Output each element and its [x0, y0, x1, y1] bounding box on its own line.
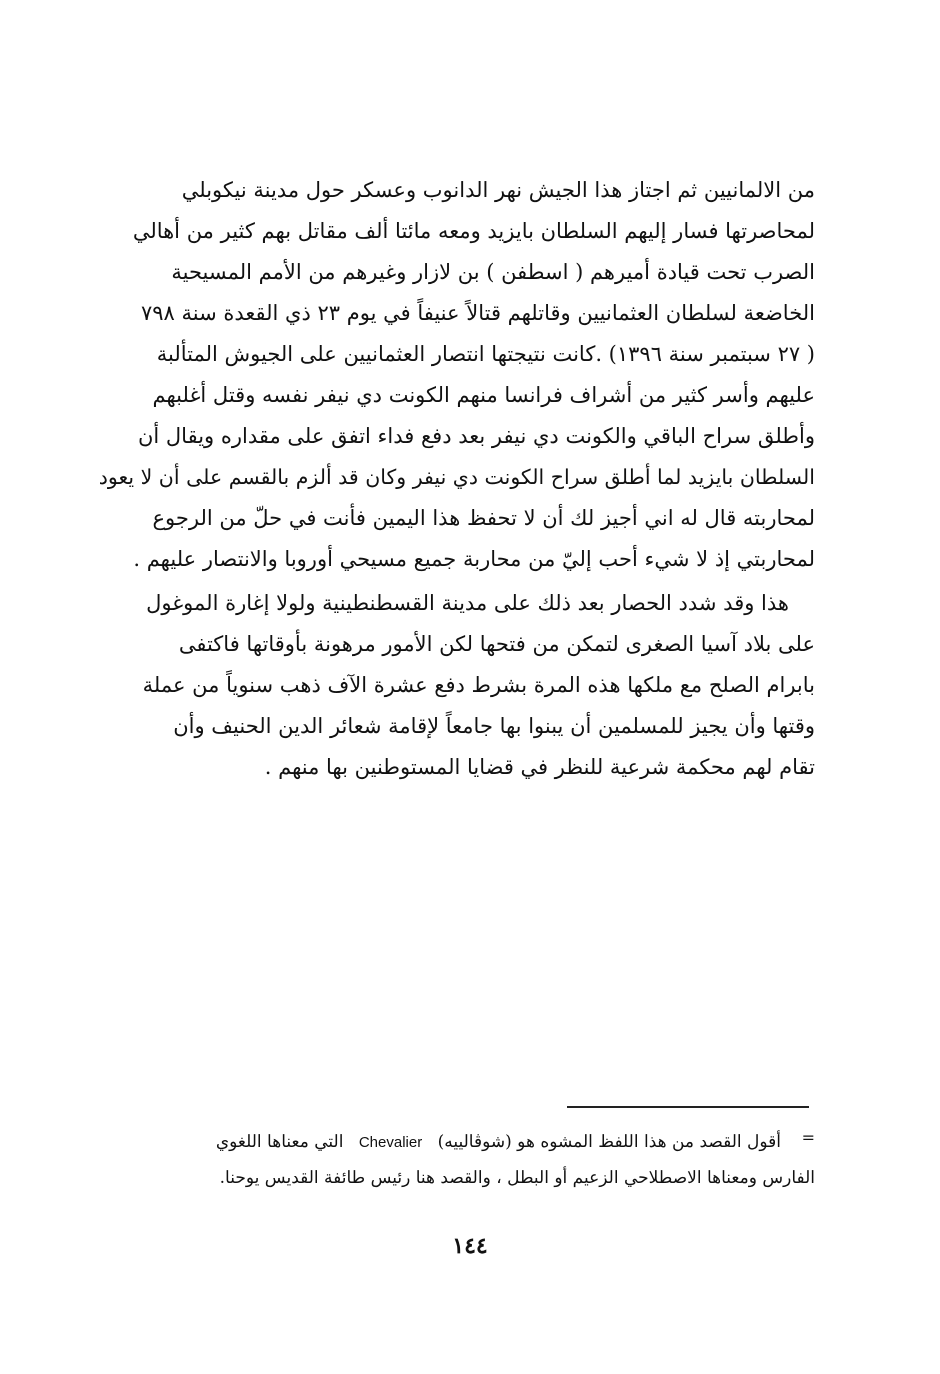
page-number: ١٤٤	[452, 1233, 488, 1259]
footnote-line	[100, 1124, 815, 1160]
footnote-latin-term: Chevalier	[358, 1134, 423, 1151]
text-line: وقتها وأن يجيز للمسلمين أن يبنوا بها جامعاً لإقامة شعائر الدين الحنيف وأن	[173, 714, 815, 738]
text-line: لمحاربته قال له اني أجيز لك أن لا تحفظ هذا اليمين فأنت في حلّ من الرجوع	[152, 506, 815, 530]
footnote-separator	[567, 1106, 809, 1108]
text-line: على بلاد آسيا الصغرى لتمكن من فتحها لكن الأمور مرهونة بأوقاتها فاكتفى	[178, 632, 815, 656]
text-line: السلطان بايزيد لما أطلق سراح الكونت دي نيفر وكان قد ألزم بالقسم على أن لا يعود	[98, 465, 815, 489]
footnote-text: التي معناها اللغوي	[215, 1132, 344, 1152]
footnote-text: أقول القصد من هذا اللفظ المشوه هو (شوڤالييه)	[437, 1132, 781, 1152]
text-line: لمحاصرتها فسار إليهم السلطان بايزيد ومعه مائتا ألف مقاتل بهم كثير من أهالي	[132, 219, 815, 243]
text-line: لمحاربتي إذ لا شيء أحب إليّ من محاربة جميع مسيحي أوروبا والانتصار عليهم .	[133, 547, 815, 571]
paragraph-2	[95, 583, 815, 788]
footnote-line: الفارس ومعناها الاصطلاحي الزعيم أو البطل ، والقصد هنا رئيس طائفة القديس يوحنا.	[219, 1168, 815, 1188]
text-line: هذا وقد شدد الحصار بعد ذلك على مدينة القسطنطينية ولولا إغارة الموغول	[146, 591, 789, 615]
footnote	[100, 1124, 815, 1196]
text-line: وأطلق سراح الباقي والكونت دي نيفر بعد دفع فداء اتفق على مقداره ويقال أن	[137, 424, 815, 448]
text-line: تقام لهم محكمة شرعية للنظر في قضايا المستوطنين بها منهم .	[264, 755, 815, 779]
text-line: عليهم وأسر كثير من أشراف فرانسا منهم الكونت دي نيفر نفسه وقتل أغلبهم	[152, 383, 815, 407]
text-line: ( ٢٧ سبتمبر سنة ١٣٩٦) .كانت نتيجتها انتصار العثمانيين على الجيوش المتألبة	[156, 342, 815, 366]
footnote-marker: =	[801, 1128, 815, 1147]
text-line: الخاضعة لسلطان العثمانيين وقاتلهم قتالاً عنيفاً في يوم ٢٣ ذي القعدة سنة ٧٩٨	[140, 301, 815, 325]
text-line: الصرب تحت قيادة أميرهم ( اسطفن ) بن لازار وغيرهم من الأمم المسيحية	[171, 260, 815, 284]
paragraph-1	[95, 170, 815, 580]
text-line: من الالمانيين ثم اجتاز هذا الجيش نهر الدانوب وعسكر حول مدينة نيكوبلي	[181, 178, 815, 202]
text-line: بابرام الصلح مع ملكها هذه المرة بشرط دفع عشرة الآف ذهب سنوياً من عملة	[142, 673, 815, 697]
